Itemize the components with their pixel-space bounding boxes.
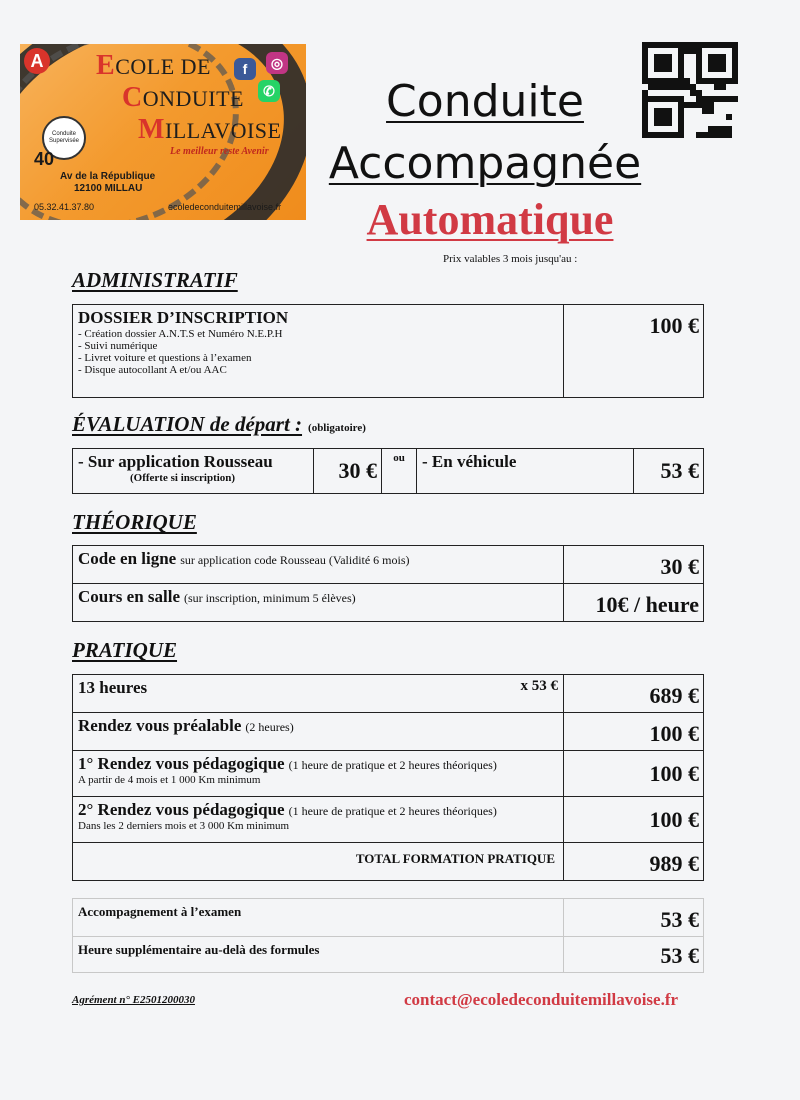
title-line-1: Conduite	[386, 76, 584, 127]
title-line-2: Accompagnée	[328, 138, 642, 189]
dossier-price: 100 €	[564, 305, 704, 398]
dossier-title: DOSSIER D’INSCRIPTION	[78, 308, 289, 327]
rdv2-price: 100 €	[564, 797, 704, 843]
logo-website: ecoledeconduitemillavoise.fr	[168, 202, 282, 212]
eval-app-price: 30 €	[314, 449, 382, 494]
extras-table	[72, 898, 704, 973]
logo-address: 40 Av de la République 12100 MILLAU	[34, 149, 156, 194]
rdv1-price: 100 €	[564, 751, 704, 797]
qr-code	[642, 42, 738, 138]
eval-vehicle-price: 53 €	[634, 449, 704, 494]
extra-price: 53 €	[564, 899, 704, 937]
facebook-icon: f	[234, 58, 256, 80]
hours-price: 689 €	[564, 675, 704, 713]
rdv1-row: 1° Rendez vous pédagogique (1 heure de pratique et 2 heures théoriques) A partir de 4 mois et 1 000 Km minimum	[73, 751, 564, 797]
section-administratif: ADMINISTRATIF	[72, 268, 238, 292]
total-price: 989 €	[564, 843, 704, 881]
rdv2-row: 2° Rendez vous pédagogique (1 heure de pratique et 2 heures théoriques) Dans les 2 derniers mois et 3 000 Km minimum	[73, 797, 564, 843]
extra-price: 53 €	[564, 937, 704, 973]
logo-line-2: CONDUITE	[122, 82, 244, 113]
extra-label: Heure supplémentaire au-delà des formules	[73, 937, 564, 973]
dossier-item: - Création dossier A.N.T.S et Numéro N.E.P.H	[78, 328, 283, 340]
total-label: TOTAL FORMATION PRATIQUE	[73, 843, 564, 881]
school-logo	[20, 44, 306, 220]
extra-label: Accompagnement à l’examen	[73, 899, 564, 937]
dossier-item: - Disque autocollant A et/ou AAC	[78, 364, 227, 376]
theory-row: Cours en salle (sur inscription, minimum 5 élèves)	[73, 584, 564, 622]
whatsapp-icon: ✆	[258, 80, 280, 102]
theory-price: 10€ / heure	[564, 584, 704, 622]
theorique-table	[72, 545, 704, 622]
supervised-driving-badge: Conduite Supervisée	[42, 116, 86, 160]
theory-row: Code en ligne sur application code Rousseau (Validité 6 mois)	[73, 546, 564, 584]
title-line-3: Automatique	[366, 195, 614, 244]
theory-price: 30 €	[564, 546, 704, 584]
section-theorique: THÉORIQUE	[72, 510, 197, 534]
eval-or: ou	[382, 449, 417, 494]
pratique-table	[72, 674, 704, 881]
logo-line-1: ECOLE DE	[96, 50, 211, 81]
rdv-row: Rendez vous préalable (2 heures)	[73, 713, 564, 751]
agrement-number: Agrément n° E2501200030	[72, 994, 195, 1006]
logo-line-3: MILLAVOISE	[138, 114, 282, 145]
instagram-icon: ◎	[266, 52, 288, 74]
logo-letter-a: A	[24, 48, 50, 74]
hours-row: 13 heures x 53 €	[73, 675, 564, 713]
section-pratique: PRATIQUE	[72, 638, 178, 662]
eval-vehicle-label: - En véhicule	[417, 449, 634, 494]
contact-email[interactable]: contact@ecoledeconduitemillavoise.fr	[404, 990, 679, 1009]
rdv-price: 100 €	[564, 713, 704, 751]
logo-phone: 05.32.41.37.80	[34, 202, 95, 212]
logo-slogan: Le meilleur reste Avenir	[170, 146, 269, 157]
price-validity: Prix valables 3 mois jusqu'au :	[443, 253, 578, 265]
eval-app-sub: (Offerte si inscription)	[130, 472, 236, 484]
evaluation-table	[72, 448, 704, 494]
section-evaluation: ÉVALUATION de départ : (obligatoire)	[72, 412, 366, 436]
dossier-item: - Livret voiture et questions à l’examen	[78, 352, 252, 364]
dossier-item: - Suivi numérique	[78, 340, 158, 352]
eval-app-label: - Sur application Rousseau	[78, 452, 273, 471]
administratif-table	[72, 304, 704, 398]
